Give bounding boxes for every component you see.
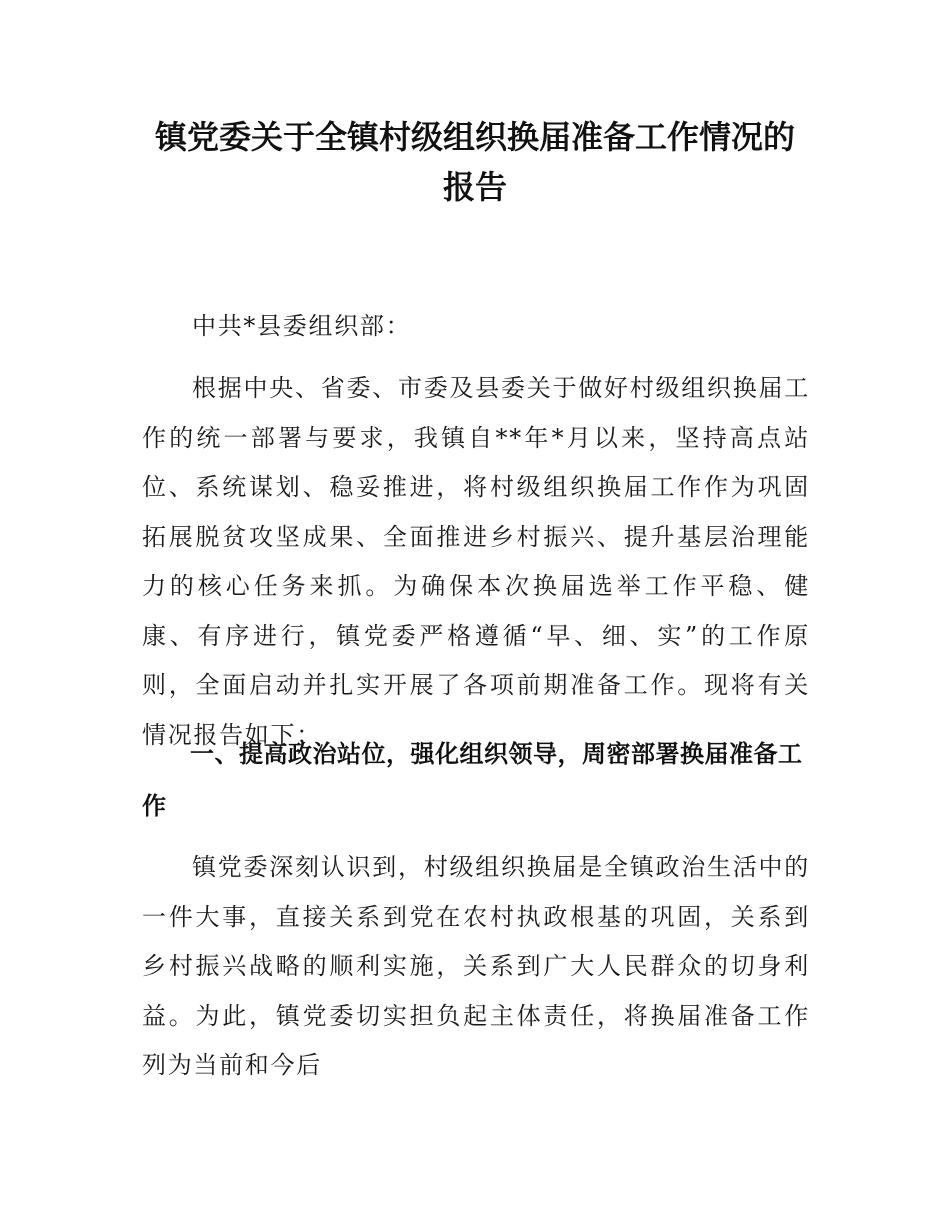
salutation: 中共*县委组织部： (192, 312, 412, 340)
section-1-paragraph: 镇党委深刻认识到，村级组织换届是全镇政治生活中的一件大事，直接关系到党在农村执政根基的巩固，关系到乡村振兴战略的顺利实施，关系到广大人民群众的切身利益。为此，镇党委切实担负起主体责任，将换届准备工作列为当前和今后 (142, 853, 810, 1079)
section-heading-1: 一、提高政治站位，强化组织领导，周密部署换届准备工作 (142, 740, 803, 820)
document-title: 镇党委关于全镇村级组织换届准备工作情况的报告 (154, 118, 795, 206)
intro-paragraph: 根据中央、省委、市委及县委关于做好村级组织换届工作的统一部署与要求，我镇自**年*月以来，坚持高点站位、系统谋划、稳妥推进，将村级组织换届工作作为巩固拓展脱贫攻坚成果、全面推进乡村振兴、提升基层治理能力的核心任务来抓。为确保本次换届选举工作平稳、健康、有序进行，镇党委严格遵循“早、细、实”的工作原则，全面启动并扎实开展了各项前期准备工作。现将有关情况报告如下： (142, 374, 810, 749)
